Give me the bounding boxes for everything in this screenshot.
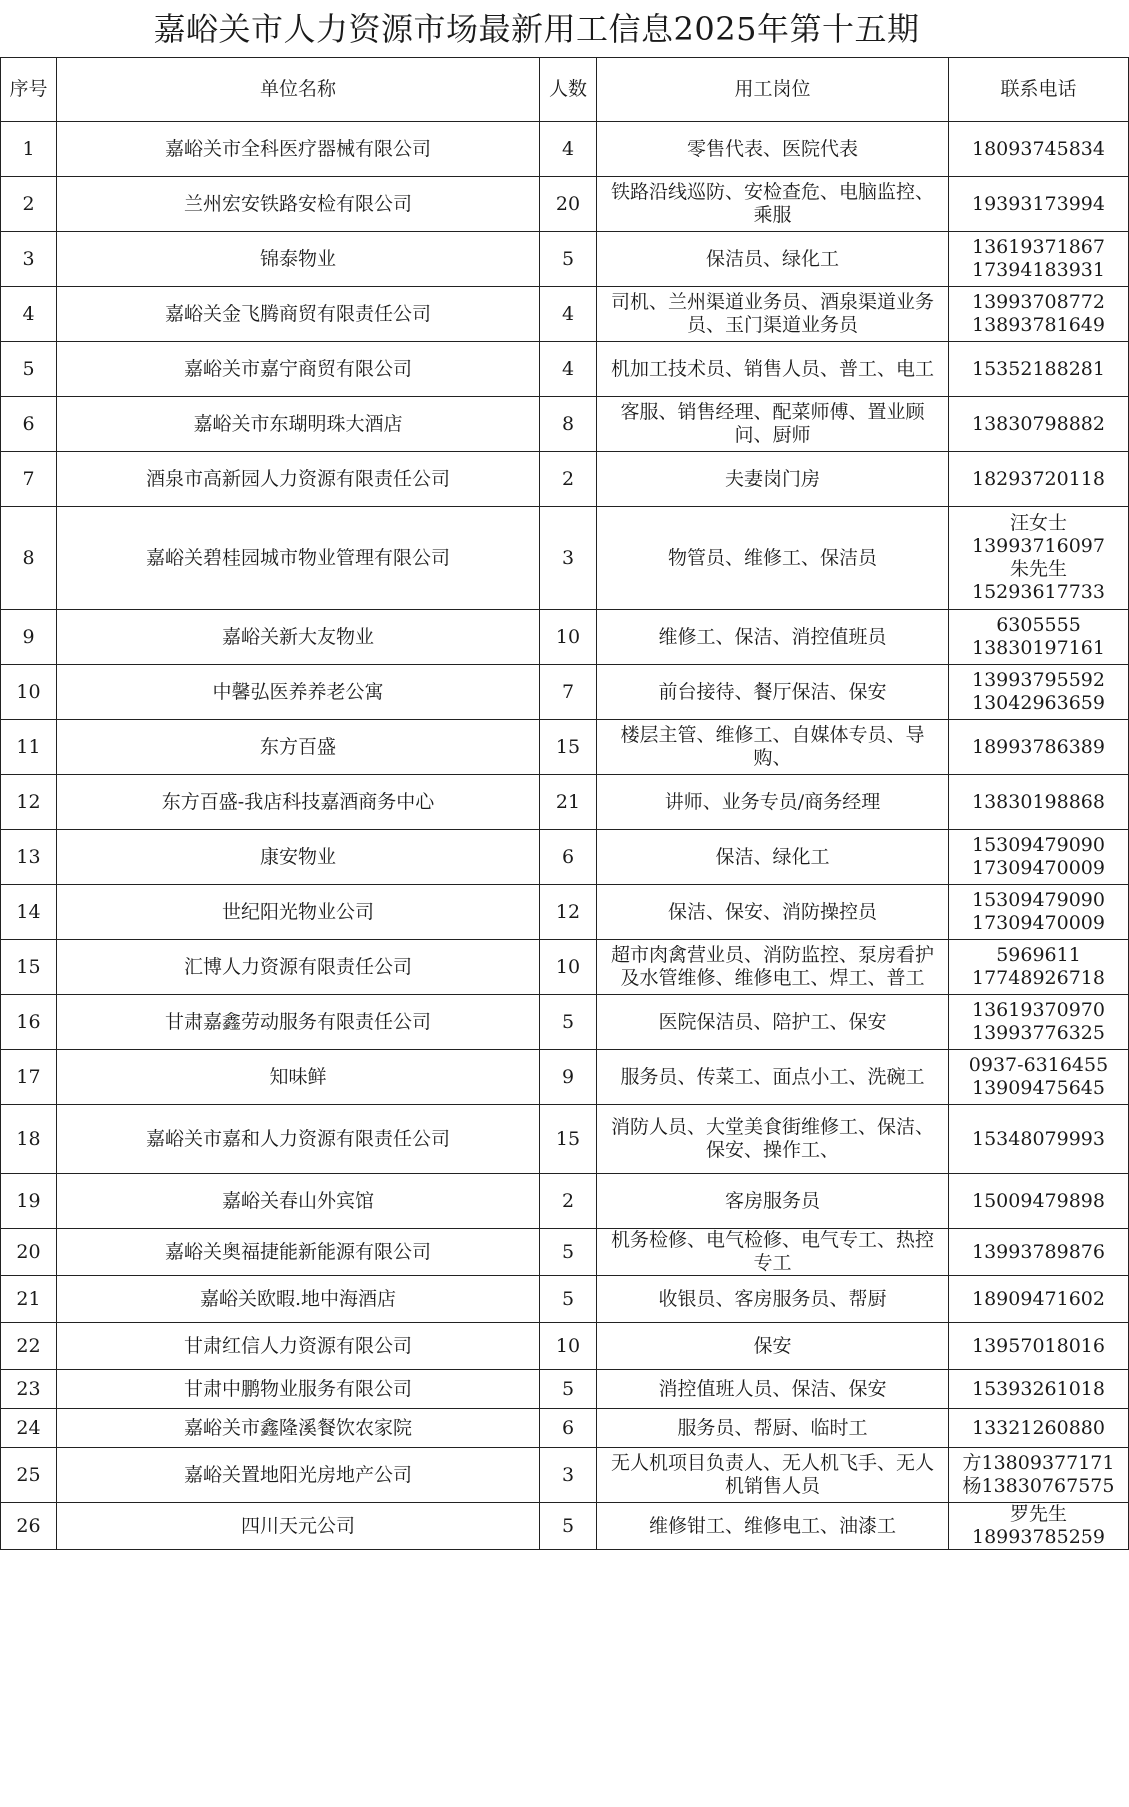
row-phone: 方13809377171 杨13830767575 — [949, 1448, 1129, 1503]
row-positions: 收银员、客房服务员、帮厨 — [597, 1276, 949, 1323]
row-no: 15 — [1, 940, 57, 995]
table-row — [1, 397, 1129, 452]
row-phone: 19393173994 — [949, 177, 1129, 232]
row-company: 嘉峪关市鑫隆溪餐饮农家院 — [57, 1409, 540, 1448]
row-phone: 6305555 13830197161 — [949, 610, 1129, 665]
row-phone: 15393261018 — [949, 1370, 1129, 1409]
row-positions: 讲师、业务专员/商务经理 — [597, 775, 949, 830]
row-company: 四川天元公司 — [57, 1503, 540, 1550]
row-positions: 物管员、维修工、保洁员 — [597, 507, 949, 610]
row-positions: 服务员、传菜工、面点小工、洗碗工 — [597, 1050, 949, 1105]
row-company: 嘉峪关金飞腾商贸有限责任公司 — [57, 287, 540, 342]
row-phone: 13321260880 — [949, 1409, 1129, 1448]
row-count: 4 — [540, 287, 597, 342]
row-no: 2 — [1, 177, 57, 232]
row-positions: 维修钳工、维修电工、油漆工 — [597, 1503, 949, 1550]
row-positions: 消控值班人员、保洁、保安 — [597, 1370, 949, 1409]
row-company: 嘉峪关市全科医疗器械有限公司 — [57, 122, 540, 177]
row-phone: 15309479090 17309470009 — [949, 830, 1129, 885]
table-row — [1, 507, 1129, 610]
table-row — [1, 177, 1129, 232]
row-positions: 楼层主管、维修工、自媒体专员、导购、 — [597, 720, 949, 775]
row-positions: 铁路沿线巡防、安检查危、电脑监控、乘服 — [597, 177, 949, 232]
row-company: 甘肃红信人力资源有限公司 — [57, 1323, 540, 1370]
row-count: 9 — [540, 1050, 597, 1105]
row-company: 嘉峪关碧桂园城市物业管理有限公司 — [57, 507, 540, 610]
row-positions: 夫妻岗门房 — [597, 452, 949, 507]
table-row — [1, 287, 1129, 342]
row-phone: 18293720118 — [949, 452, 1129, 507]
row-no: 20 — [1, 1229, 57, 1276]
table-row — [1, 1229, 1129, 1276]
row-company: 甘肃中鹏物业服务有限公司 — [57, 1370, 540, 1409]
row-no: 12 — [1, 775, 57, 830]
table-body — [1, 122, 1129, 1550]
row-company: 嘉峪关奥福捷能新能源有限公司 — [57, 1229, 540, 1276]
row-phone: 13993795592 13042963659 — [949, 665, 1129, 720]
row-no: 13 — [1, 830, 57, 885]
row-no: 19 — [1, 1174, 57, 1229]
row-no: 18 — [1, 1105, 57, 1174]
row-no: 7 — [1, 452, 57, 507]
row-count: 6 — [540, 830, 597, 885]
row-no: 17 — [1, 1050, 57, 1105]
row-no: 21 — [1, 1276, 57, 1323]
row-count: 5 — [540, 1370, 597, 1409]
row-count: 20 — [540, 177, 597, 232]
row-company: 锦泰物业 — [57, 232, 540, 287]
row-phone: 13993708772 13893781649 — [949, 287, 1129, 342]
row-count: 15 — [540, 720, 597, 775]
row-company: 兰州宏安铁路安检有限公司 — [57, 177, 540, 232]
row-count: 2 — [540, 452, 597, 507]
row-no: 3 — [1, 232, 57, 287]
row-no: 22 — [1, 1323, 57, 1370]
row-count: 10 — [540, 610, 597, 665]
row-positions: 保洁、保安、消防操控员 — [597, 885, 949, 940]
row-count: 7 — [540, 665, 597, 720]
row-no: 23 — [1, 1370, 57, 1409]
row-positions: 机务检修、电气检修、电气专工、热控专工 — [597, 1229, 949, 1276]
row-count: 5 — [540, 232, 597, 287]
row-company: 汇博人力资源有限责任公司 — [57, 940, 540, 995]
row-count: 3 — [540, 1448, 597, 1503]
row-positions: 超市肉禽营业员、消防监控、泵房看护及水管维修、维修电工、焊工、普工 — [597, 940, 949, 995]
table-row — [1, 1370, 1129, 1409]
row-count: 5 — [540, 1276, 597, 1323]
row-company: 嘉峪关市嘉和人力资源有限责任公司 — [57, 1105, 540, 1174]
row-no: 14 — [1, 885, 57, 940]
table-row — [1, 775, 1129, 830]
row-company: 东方百盛-我店科技嘉酒商务中心 — [57, 775, 540, 830]
row-company: 嘉峪关欧暇.地中海酒店 — [57, 1276, 540, 1323]
row-company: 甘肃嘉鑫劳动服务有限责任公司 — [57, 995, 540, 1050]
row-no: 25 — [1, 1448, 57, 1503]
row-phone: 13957018016 — [949, 1323, 1129, 1370]
table-row — [1, 830, 1129, 885]
row-count: 10 — [540, 940, 597, 995]
table-row — [1, 342, 1129, 397]
row-positions: 服务员、帮厨、临时工 — [597, 1409, 949, 1448]
row-positions: 维修工、保洁、消控值班员 — [597, 610, 949, 665]
row-company: 东方百盛 — [57, 720, 540, 775]
table-row — [1, 720, 1129, 775]
row-positions: 医院保洁员、陪护工、保安 — [597, 995, 949, 1050]
row-company: 嘉峪关市嘉宁商贸有限公司 — [57, 342, 540, 397]
row-phone: 15352188281 — [949, 342, 1129, 397]
row-no: 8 — [1, 507, 57, 610]
row-phone: 18909471602 — [949, 1276, 1129, 1323]
row-phone: 18093745834 — [949, 122, 1129, 177]
row-count: 4 — [540, 122, 597, 177]
row-no: 1 — [1, 122, 57, 177]
row-positions: 客服、销售经理、配菜师傅、置业顾问、厨师 — [597, 397, 949, 452]
row-count: 10 — [540, 1323, 597, 1370]
row-positions: 消防人员、大堂美食街维修工、保洁、保安、操作工、 — [597, 1105, 949, 1174]
table-row — [1, 232, 1129, 287]
row-count: 12 — [540, 885, 597, 940]
job-table — [0, 57, 1129, 1550]
row-positions: 保洁员、绿化工 — [597, 232, 949, 287]
table-row — [1, 610, 1129, 665]
row-no: 9 — [1, 610, 57, 665]
table-row — [1, 1448, 1129, 1503]
row-phone: 13830798882 — [949, 397, 1129, 452]
row-positions: 客房服务员 — [597, 1174, 949, 1229]
row-no: 16 — [1, 995, 57, 1050]
table-row — [1, 452, 1129, 507]
row-count: 4 — [540, 342, 597, 397]
row-company: 嘉峪关新大友物业 — [57, 610, 540, 665]
row-positions: 保安 — [597, 1323, 949, 1370]
row-phone: 汪女士 13993716097 朱先生 15293617733 — [949, 507, 1129, 610]
row-phone: 0937-6316455 13909475645 — [949, 1050, 1129, 1105]
row-company: 康安物业 — [57, 830, 540, 885]
table-row — [1, 1105, 1129, 1174]
header-phone: 联系电话 — [949, 58, 1129, 122]
row-phone: 15009479898 — [949, 1174, 1129, 1229]
row-company: 世纪阳光物业公司 — [57, 885, 540, 940]
row-no: 11 — [1, 720, 57, 775]
row-no: 5 — [1, 342, 57, 397]
row-count: 15 — [540, 1105, 597, 1174]
row-count: 21 — [540, 775, 597, 830]
row-company: 酒泉市高新园人力资源有限责任公司 — [57, 452, 540, 507]
row-company: 嘉峪关置地阳光房地产公司 — [57, 1448, 540, 1503]
row-count: 5 — [540, 1229, 597, 1276]
row-phone: 13993789876 — [949, 1229, 1129, 1276]
table-header-row — [1, 58, 1129, 122]
table-row — [1, 995, 1129, 1050]
row-count: 2 — [540, 1174, 597, 1229]
row-positions: 无人机项目负责人、无人机飞手、无人机销售人员 — [597, 1448, 949, 1503]
row-phone: 13830198868 — [949, 775, 1129, 830]
header-no: 序号 — [1, 58, 57, 122]
table-row — [1, 1276, 1129, 1323]
row-positions: 保洁、绿化工 — [597, 830, 949, 885]
table-row — [1, 1050, 1129, 1105]
page-title: 嘉峪关市人力资源市场最新用工信息2025年第十五期 — [153, 10, 920, 48]
row-company: 嘉峪关春山外宾馆 — [57, 1174, 540, 1229]
table-row — [1, 885, 1129, 940]
row-phone: 5969611 17748926718 — [949, 940, 1129, 995]
row-no: 26 — [1, 1503, 57, 1550]
row-phone: 13619370970 13993776325 — [949, 995, 1129, 1050]
row-company: 知味鲜 — [57, 1050, 540, 1105]
row-phone: 15309479090 17309470009 — [949, 885, 1129, 940]
row-count: 6 — [540, 1409, 597, 1448]
row-positions: 司机、兰州渠道业务员、酒泉渠道业务员、玉门渠道业务员 — [597, 287, 949, 342]
table-row — [1, 1409, 1129, 1448]
row-no: 6 — [1, 397, 57, 452]
row-count: 5 — [540, 995, 597, 1050]
row-positions: 零售代表、医院代表 — [597, 122, 949, 177]
row-no: 24 — [1, 1409, 57, 1448]
table-row — [1, 940, 1129, 995]
row-positions: 前台接待、餐厅保洁、保安 — [597, 665, 949, 720]
table-row — [1, 1503, 1129, 1550]
header-count: 人数 — [540, 58, 597, 122]
row-phone: 18993786389 — [949, 720, 1129, 775]
table-row — [1, 1323, 1129, 1370]
row-phone: 13619371867 17394183931 — [949, 232, 1129, 287]
table-row — [1, 665, 1129, 720]
row-phone: 罗先生 18993785259 — [949, 1503, 1129, 1550]
row-count: 5 — [540, 1503, 597, 1550]
row-count: 8 — [540, 397, 597, 452]
row-no: 4 — [1, 287, 57, 342]
header-positions: 用工岗位 — [597, 58, 949, 122]
table-row — [1, 122, 1129, 177]
row-phone: 15348079993 — [949, 1105, 1129, 1174]
row-count: 3 — [540, 507, 597, 610]
row-no: 10 — [1, 665, 57, 720]
row-company: 中馨弘医养养老公寓 — [57, 665, 540, 720]
row-company: 嘉峪关市东瑚明珠大酒店 — [57, 397, 540, 452]
row-positions: 机加工技术员、销售人员、普工、电工 — [597, 342, 949, 397]
header-company: 单位名称 — [57, 58, 540, 122]
table-row — [1, 1174, 1129, 1229]
